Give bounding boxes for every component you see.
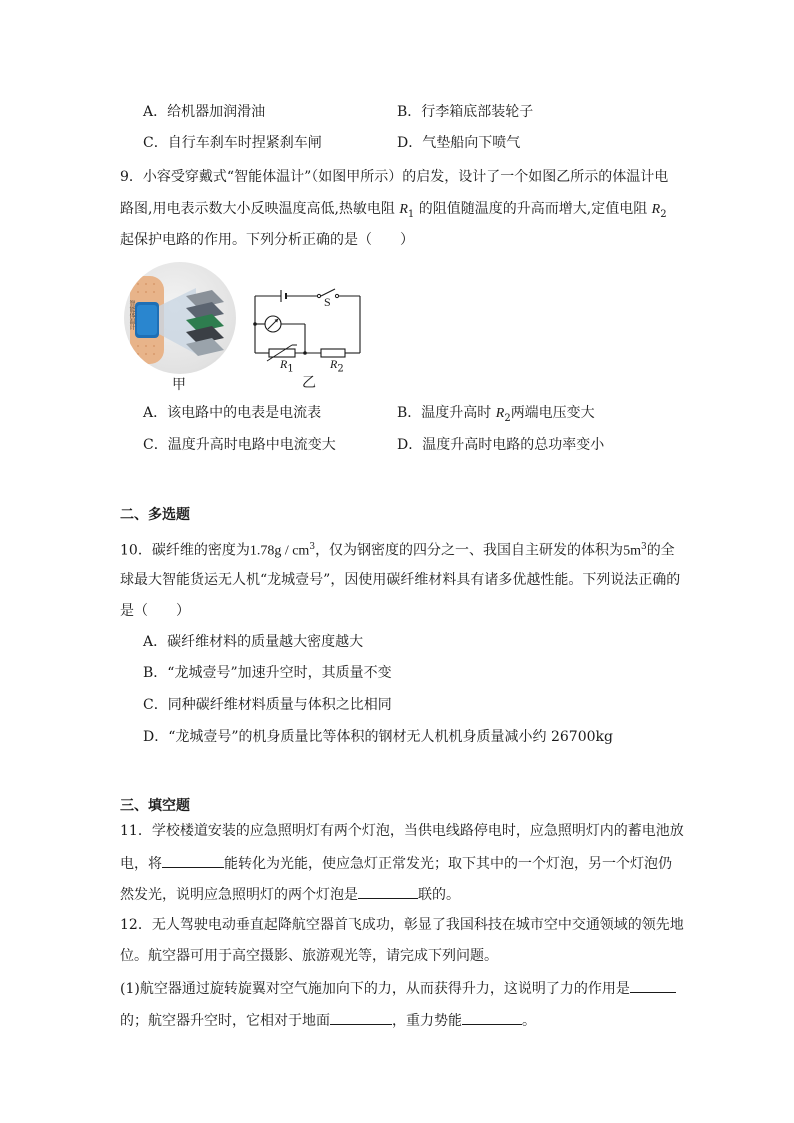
- q10-stem-line3: 是（ ）: [120, 603, 190, 619]
- answer-blank[interactable]: [162, 853, 224, 868]
- answer-blank[interactable]: [630, 978, 676, 993]
- figure-yi-label: 乙: [302, 375, 316, 391]
- switch-label: S: [324, 295, 331, 309]
- figure-jia-label: 甲: [172, 377, 186, 393]
- q10-option-b: B．“龙城壹号”加速升空时，其质量不变: [143, 665, 392, 681]
- q10-option-c: C．同种碳纤维材料质量与体积之比相同: [143, 697, 392, 713]
- q11-stem-line1: 11．学校楼道安装的应急照明灯有两个灯泡，当供电线路停电时，应急照明灯内的蓄电池放: [120, 823, 684, 839]
- section-heading-multiple-choice: 二、多选题: [120, 507, 190, 523]
- q8-option-d: D．气垫船向下喷气: [397, 135, 521, 151]
- q9-option-c: C．温度升高时电路中电流变大: [143, 437, 336, 453]
- q12-subquestion-1: (1)航空器通过旋转旋翼对空气施加向下的力，从而获得升力，这说明了力的作用是: [120, 978, 676, 999]
- q10-option-d: D．“龙城壹号”的机身质量比等体积的钢材无人机机身质量减小约 26700kg: [143, 729, 613, 745]
- junction-dot: [303, 351, 307, 355]
- q9-stem-line3: 起保护电路的作用。下列分析正确的是（ ）: [120, 232, 414, 248]
- r2-label: $R_2$: [330, 357, 344, 375]
- switch-contact: [335, 294, 338, 297]
- junction-dot: [253, 322, 257, 326]
- q9-option-d: D．温度升高时电路的总功率变小: [397, 437, 605, 453]
- q10-stem-line1: 10．碳纤维的密度为$1.78g / cm^3$，仅为钢密度的四分之一、我国自主研发的体积为$5m^3$的全: [120, 542, 675, 559]
- q9-option-b: B．温度升高时 $R_2$两端电压变大: [397, 405, 595, 424]
- q11-stem-line2: 电，将 能转化为光能，使应急灯正常发光；取下其中的一个灯泡，另一个灯泡仍: [120, 853, 672, 874]
- q8-option-a: A．给机器加润滑油: [143, 104, 266, 120]
- switch-contact: [317, 294, 320, 297]
- resistor-r2: [321, 349, 345, 357]
- device-label: 智能体温计: [128, 300, 135, 330]
- q12-subquestion-1-cont: 的；航空器升空时，它相对于地面 ，重力势能 。: [120, 1010, 536, 1031]
- wearable-thermometer-image: [124, 262, 236, 374]
- q8-option-b: B．行李箱底部装轮子: [397, 104, 534, 120]
- q10-option-a: A．碳纤维材料的质量越大密度越大: [143, 634, 364, 650]
- answer-blank[interactable]: [358, 884, 418, 899]
- q9-option-a: A．该电路中的电表是电流表: [143, 405, 322, 421]
- answer-blank[interactable]: [330, 1010, 392, 1025]
- q10-stem-line2: 球最大智能货运无人机“龙城壹号”，因使用碳纤维材料具有诸多优越性能。下列说法正确的: [120, 572, 681, 588]
- answer-blank[interactable]: [462, 1010, 522, 1025]
- r1-label: $R_1$: [280, 357, 294, 375]
- thermistor-r1: [269, 349, 295, 357]
- circuit-diagram: [245, 282, 370, 367]
- q8-option-c: C．自行车刹车时捏紧刹车闸: [143, 135, 322, 151]
- q9-stem-line1: 9．小容受穿戴式“智能体温计”（如图甲所示）的启发，设计了一个如图乙所示的体温计电: [120, 169, 669, 185]
- q11-stem-line3: 然发光，说明应急照明灯的两个灯泡是 联的。: [120, 884, 460, 905]
- section-heading-fill-in: 三、填空题: [120, 798, 190, 814]
- q9-stem-line2: 路图,用电表示数大小反映温度高低,热敏电阻 $R_1$ 的阻值随温度的升高而增大,定值电阻 $R_2$: [120, 201, 667, 220]
- q12-stem-line2: 位。航空器可用于高空摄影、旅游观光等，请完成下列问题。: [120, 948, 498, 964]
- q12-stem-line1: 12．无人驾驶电动垂直起降航空器首飞成功，彰显了我国科技在城市空中交通领域的领先地: [120, 917, 684, 933]
